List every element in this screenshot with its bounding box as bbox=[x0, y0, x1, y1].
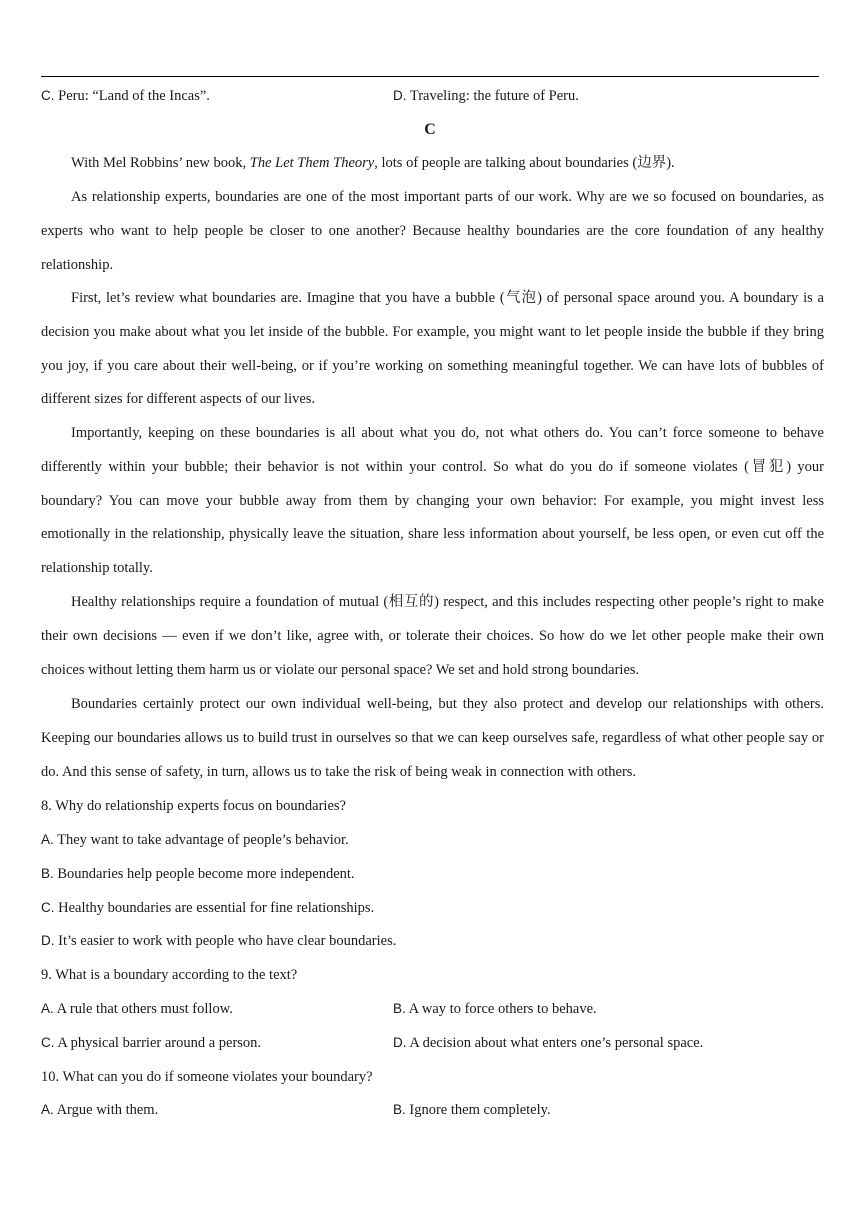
question-10-option-b: B. Ignore them completely. bbox=[393, 1102, 551, 1118]
top-divider bbox=[41, 76, 819, 77]
book-title: The Let Them Theory bbox=[249, 155, 375, 171]
question-8-stem: 8. Why do relationship experts focus on boundaries? bbox=[41, 798, 346, 814]
question-8-option-d: D. It’s easier to work with people who have clear boundaries. bbox=[41, 933, 397, 949]
question-8-option-b: B. Boundaries help people become more independent. bbox=[41, 866, 355, 882]
passage-paragraph-3: First, let’s review what boundaries are. Imagine that you have a bubble (气泡) of personal space around you. A boundary is a decision you make about what you let inside of the bubble. For example, you might want to let people inside the bubble if they bring you joy, if you care about their well-being, or if you’re working on something meaningful together. We can have lots of bubbles of different sizes for different aspects of our lives. bbox=[41, 290, 824, 408]
question-8-option-a: A. They want to take advantage of people’s behavior. bbox=[41, 832, 349, 848]
passage-paragraph-5: Healthy relationships require a foundation of mutual (相互的) respect, and this includes respecting other people’s right to make their own decisions — even if we don’t like, agree with, or tolerate their choices. So how do we let other people make their own choices without letting them harm us or violate our personal space? We set and hold strong boundaries. bbox=[41, 594, 824, 678]
question-10-stem: 10. What can you do if someone violates your boundary? bbox=[41, 1069, 373, 1085]
question-10-option-a: A. Argue with them. bbox=[41, 1102, 159, 1118]
question-9-option-c: C. A physical barrier around a person. bbox=[41, 1035, 262, 1051]
question-9-option-a: A. A rule that others must follow. bbox=[41, 1001, 233, 1017]
section-heading: C bbox=[424, 121, 436, 138]
passage-paragraph-4: Importantly, keeping on these boundaries is all about what you do, not what others do. You can’t force someone to behave differently within your bubble; their behavior is not within your control. So what do you do if someone violates (冒犯) your boundary? You can move your bubble away from them by changing your own behavior: For example, you might invest less emotionally in the relationship, physically leave the situation, share less information about yourself, be less open, or even cut off the relationship totally. bbox=[41, 425, 824, 577]
question-9-option-b: B. A way to force others to behave. bbox=[393, 1001, 597, 1017]
question-9-stem: 9. What is a boundary according to the text? bbox=[41, 967, 298, 983]
passage-paragraph-2: As relationship experts, boundaries are one of the most important parts of our work. Why are we so focused on boundaries, as experts who want to help people be closer to one another? Because healthy boundaries are the core foundation of any healthy relationship. bbox=[41, 189, 824, 273]
question-8-option-c: C. Healthy boundaries are essential for fine relationships. bbox=[41, 900, 375, 916]
passage-paragraph-1: With Mel Robbins’ new book, The Let Them Theory, lots of people are talking about boundaries (边界). bbox=[71, 155, 675, 171]
passage-paragraph-6: Boundaries certainly protect our own individual well-being, but they also protect and develop our relationships with others. Keeping our boundaries allows us to build trust in ourselves so that we can keep ourselves safe, regardless of what other people say or do. And this sense of safety, in turn, allows us to take the risk of being weak in connection with others. bbox=[41, 696, 824, 780]
question-9-option-d: D. A decision about what enters one’s personal space. bbox=[393, 1035, 704, 1051]
prev-option-d: D. Traveling: the future of Peru. bbox=[393, 88, 579, 104]
document-page bbox=[41, 0, 824, 1216]
prev-option-c: C. Peru: “Land of the Incas”. bbox=[41, 88, 210, 104]
